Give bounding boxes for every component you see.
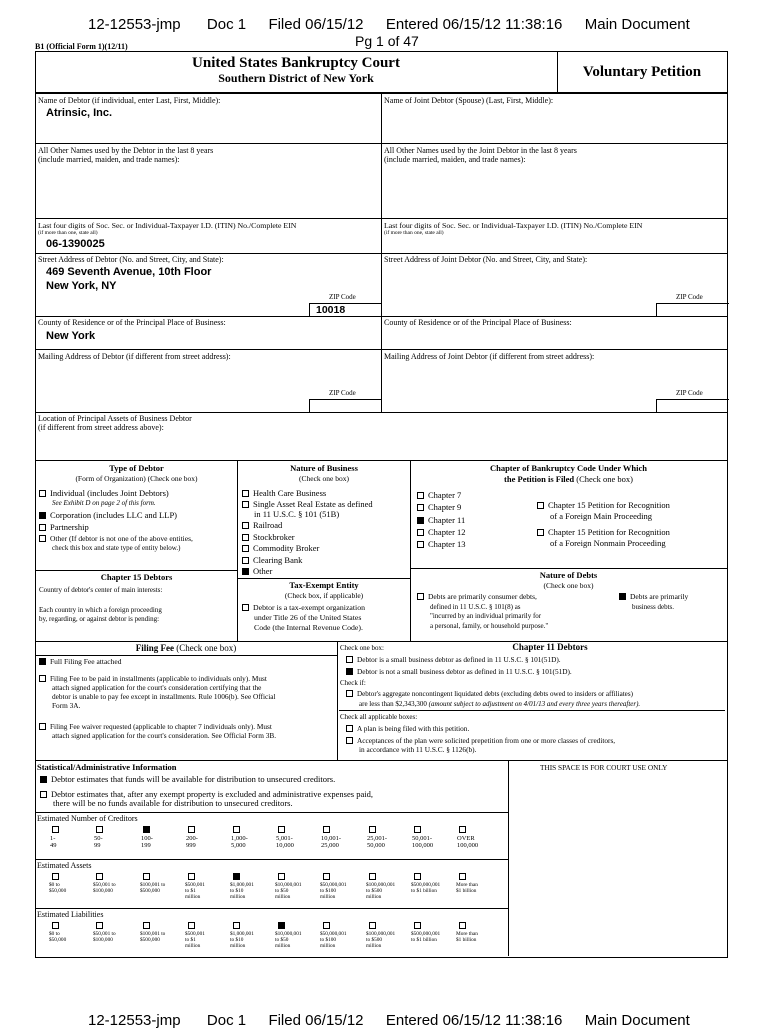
assets-options bbox=[35, 871, 508, 907]
consumer-debts-2: defined in 11 U.S.C. § 101(8) as bbox=[430, 603, 521, 611]
assets-range-7: $50,000,001 to $100 million bbox=[320, 882, 347, 900]
creditors-range-10: OVER 100,000 bbox=[457, 835, 479, 849]
assets-checkbox-6[interactable] bbox=[278, 873, 285, 880]
business-debts-2: business debts. bbox=[632, 603, 674, 611]
creditors-checkbox-4[interactable] bbox=[188, 826, 195, 833]
checkbox-clearing[interactable] bbox=[242, 557, 249, 564]
no-funds-2: there will be no funds available for distribution to unsecured creditors. bbox=[53, 798, 293, 808]
creditors-checkbox-2[interactable] bbox=[96, 826, 103, 833]
ein-label: Last four digits of Soc. Sec. or Individual-Taxpayer I.D. (ITIN) No./Complete EIN bbox=[38, 221, 297, 230]
checkbox-stockbroker[interactable] bbox=[242, 534, 249, 541]
liabilities-range-3: $100,001 to $500,000 bbox=[140, 931, 166, 943]
checkbox-other-entity[interactable] bbox=[39, 535, 46, 542]
checkbox-health-care[interactable] bbox=[242, 490, 249, 497]
chapter-15-main-2: of a Foreign Main Proceeding bbox=[550, 511, 652, 521]
petition-title: Voluntary Petition bbox=[582, 64, 702, 80]
checkbox-chapter-9[interactable] bbox=[417, 504, 424, 511]
nature-of-business-subtitle: (Check one box) bbox=[299, 474, 349, 483]
opt-chapter-15-main[interactable]: Chapter 15 Petition for Recognition bbox=[537, 500, 670, 510]
location-label: Location of Principal Assets of Business Debtor (if different from street address above): bbox=[38, 414, 192, 432]
ein-note: (if more than one, state all) bbox=[38, 230, 98, 236]
check-one-box: Check one box: bbox=[340, 644, 384, 652]
assets-range-4: $500,001 to $1 million bbox=[185, 882, 205, 900]
doc-number: Doc 1 bbox=[206, 16, 247, 33]
assets-range-5: $1,000,001 to $10 million bbox=[230, 882, 254, 900]
opt-chapter-12[interactable]: Chapter 12 bbox=[417, 527, 466, 537]
checkbox-chapter-12[interactable] bbox=[417, 529, 424, 536]
assets-checkbox-3[interactable] bbox=[143, 873, 150, 880]
liabilities-checkbox-6[interactable] bbox=[278, 922, 285, 929]
checkbox-commodity[interactable] bbox=[242, 545, 249, 552]
case-header bbox=[88, 16, 690, 33]
assets-checkbox-2[interactable] bbox=[96, 873, 103, 880]
opt-chapter-11[interactable]: Chapter 11 bbox=[417, 515, 465, 525]
court-use-only: THIS SPACE IS FOR COURT USE ONLY bbox=[540, 763, 668, 772]
assets-range-9: $500,000,001 to $1 billion bbox=[411, 882, 441, 894]
consumer-debts-4: a personal, family, or household purpose." bbox=[430, 622, 549, 630]
joint-mailing-zip-label: ZIP Code bbox=[676, 389, 703, 397]
installments-2: attach signed application for the court's consideration certifying that the bbox=[52, 683, 262, 692]
checkbox-small-business[interactable] bbox=[346, 656, 353, 663]
zip-label: ZIP Code bbox=[329, 293, 356, 301]
fee-waiver-2: attach signed application for the court's consideration. See Official Form 3B. bbox=[52, 731, 277, 740]
nature-of-debts-subtitle: (Check one box) bbox=[543, 581, 594, 590]
assets-range-2: $50,001 to $100,000 bbox=[93, 882, 116, 894]
liabilities-checkbox-7[interactable] bbox=[323, 922, 330, 929]
liabilities-range-2: $50,001 to $100,000 bbox=[93, 931, 116, 943]
statistical-title: Statistical/Administrative Information bbox=[37, 762, 177, 772]
joint-ein-label: Last four digits of Soc. Sec. or Individual-Taxpayer I.D. (ITIN) No./Complete EIN bbox=[384, 221, 643, 230]
creditors-range-5: 1,000- 5,000 bbox=[231, 835, 248, 849]
opt-corporation[interactable]: Corporation (includes LLC and LLP) bbox=[39, 510, 177, 520]
opt-individual[interactable]: Individual (includes Joint Debtors) bbox=[39, 488, 169, 498]
opt-full-fee[interactable]: Full Filing Fee attached bbox=[39, 657, 121, 667]
acceptances-2: in accordance with 11 U.S.C. § 1126(b). bbox=[359, 745, 477, 754]
chapter15-line3: by, regarding, or against debtor is pending: bbox=[39, 615, 160, 623]
installments-4: Form 3A. bbox=[52, 701, 81, 710]
checkbox-chapter-15-main[interactable] bbox=[537, 502, 544, 509]
creditors-checkbox-7[interactable] bbox=[323, 826, 330, 833]
checkbox-chapter-13[interactable] bbox=[417, 541, 424, 548]
aggregate-debts-2: are less than $2,343,300 (amount subject to adjustment on 4/01/13 and every three years thereafter). bbox=[359, 700, 641, 708]
court-title: United States Bankruptcy Court bbox=[192, 55, 400, 71]
debtor-zip: 10018 bbox=[316, 304, 346, 316]
liabilities-checkbox-3[interactable] bbox=[143, 922, 150, 929]
creditors-range-4: 200- 999 bbox=[186, 835, 198, 849]
opt-tax-exempt[interactable]: Debtor is a tax-exempt organization bbox=[242, 603, 365, 613]
joint-mailing-zip-box bbox=[656, 399, 729, 412]
filing-fee-title: Filing Fee (Check one box) bbox=[135, 643, 237, 653]
debtor-ein: 06-1390025 bbox=[46, 238, 105, 250]
chapter-title: Chapter of Bankruptcy Code Under Which bbox=[489, 463, 648, 473]
checkbox-single-asset[interactable] bbox=[242, 501, 249, 508]
assets-checkbox-10[interactable] bbox=[459, 873, 466, 880]
chapter11-debtors-title: Chapter 11 Debtors bbox=[512, 642, 588, 652]
footer-doc-number: Doc 1 bbox=[206, 1012, 247, 1029]
assets-checkbox-9[interactable] bbox=[414, 873, 421, 880]
chapter15-debtors-title: Chapter 15 Debtors bbox=[100, 572, 173, 582]
creditors-checkbox-6[interactable] bbox=[278, 826, 285, 833]
liabilities-title: Estimated Liabilities bbox=[37, 910, 104, 919]
opt-acceptances[interactable]: Acceptances of the plan were solicited prepetition from one or more classes of creditors, bbox=[346, 736, 615, 746]
case-number: 12-12553-jmp bbox=[88, 16, 181, 33]
opt-aggregate-debts[interactable]: Debtor's aggregate noncontingent liquidated debts (excluding debts owed to insiders or affiliates) bbox=[346, 689, 633, 699]
tax-exempt-subtitle: (Check box, if applicable) bbox=[284, 591, 364, 600]
assets-range-3: $100,001 to $500,000 bbox=[140, 882, 166, 894]
creditors-checkbox-3[interactable] bbox=[143, 826, 150, 833]
district-title: Southern District of New York bbox=[218, 71, 374, 85]
checkbox-partnership[interactable] bbox=[39, 524, 46, 531]
joint-zip-box bbox=[656, 303, 729, 316]
liabilities-range-9: $500,000,001 to $1 billion bbox=[411, 931, 441, 943]
liabilities-checkbox-2[interactable] bbox=[96, 922, 103, 929]
creditors-range-9: 50,001- 100,000 bbox=[412, 835, 434, 849]
creditors-range-1: 1- 49 bbox=[50, 835, 57, 849]
entered-date: Entered 06/15/12 11:38:16 bbox=[385, 16, 563, 33]
joint-street-label: Street Address of Joint Debtor (No. and Street, City, and State): bbox=[384, 255, 588, 264]
creditors-checkbox-5[interactable] bbox=[233, 826, 240, 833]
chapter-15-nonmain-2: of a Foreign Nonmain Proceeding bbox=[550, 538, 666, 548]
checkbox-aggregate-debts[interactable] bbox=[346, 690, 353, 697]
filed-date: Filed 06/15/12 bbox=[268, 16, 364, 33]
opt-consumer-debts[interactable]: Debts are primarily consumer debts, bbox=[417, 592, 537, 602]
liabilities-range-5: $1,000,001 to $10 million bbox=[230, 931, 254, 949]
joint-mailing-label: Mailing Address of Joint Debtor (if different from street address): bbox=[384, 352, 595, 361]
checkbox-installments[interactable] bbox=[39, 675, 46, 682]
chapter15-line1: Country of debtor's center of main interests: bbox=[39, 586, 163, 594]
liabilities-range-8: $100,000,001 to $500 million bbox=[366, 931, 396, 949]
opt-fee-waiver[interactable]: Filing Fee waiver requested (applicable to chapter 7 individuals only). Must bbox=[39, 722, 272, 732]
mailing-zip-label: ZIP Code bbox=[329, 389, 356, 397]
creditors-checkbox-10[interactable] bbox=[459, 826, 466, 833]
opt-business-debts[interactable]: Debts are primarily bbox=[619, 592, 688, 602]
assets-checkbox-1[interactable] bbox=[52, 873, 59, 880]
consumer-debts-3: "incurred by an individual primarily for bbox=[430, 612, 542, 620]
other-names-label: All Other Names used by the Debtor in the last 8 years (include married, maiden, and trade names): bbox=[38, 146, 214, 164]
checkbox-chapter-7[interactable] bbox=[417, 492, 424, 499]
creditors-title: Estimated Number of Creditors bbox=[37, 814, 138, 823]
assets-checkbox-4[interactable] bbox=[188, 873, 195, 880]
tax-exempt-line2: under Title 26 of the United States bbox=[254, 613, 362, 622]
other-entity-note: check this box and state type of entity below.) bbox=[52, 544, 181, 552]
mailing-label: Mailing Address of Debtor (if different from street address): bbox=[38, 352, 231, 361]
case-footer bbox=[88, 1012, 690, 1029]
joint-county-label: County of Residence or of the Principal Place of Business: bbox=[384, 318, 572, 327]
opt-small-business[interactable]: Debtor is a small business debtor as defined in 11 U.S.C. § 101(51D). bbox=[346, 655, 561, 665]
liabilities-range-1: $0 to $50,000 bbox=[49, 931, 67, 943]
opt-clearing[interactable]: Clearing Bank bbox=[242, 555, 302, 565]
checkbox-business-debts[interactable] bbox=[619, 593, 626, 600]
opt-chapter-7[interactable]: Chapter 7 bbox=[417, 490, 461, 500]
joint-other-names-label: All Other Names used by the Joint Debtor in the last 8 years (include married, maiden, and trade names): bbox=[384, 146, 577, 164]
creditors-range-8: 25,001- 50,000 bbox=[367, 835, 388, 849]
debtor-name-label: Name of Debtor (if individual, enter Last, First, Middle): bbox=[38, 96, 221, 105]
opt-not-small-business[interactable]: Debtor is not a small business debtor as defined in 11 U.S.C. § 101(51D). bbox=[346, 667, 572, 677]
creditors-checkbox-8[interactable] bbox=[369, 826, 376, 833]
check-if: Check if: bbox=[340, 679, 366, 687]
creditors-range-7: 10,001- 25,000 bbox=[321, 835, 342, 849]
nature-of-debts-title: Nature of Debts bbox=[539, 570, 598, 580]
street-label: Street Address of Debtor (No. and Street, City, and State): bbox=[38, 255, 224, 264]
liabilities-range-7: $50,000,001 to $100 million bbox=[320, 931, 347, 949]
creditors-range-2: 50- 99 bbox=[94, 835, 103, 849]
opt-stockbroker[interactable]: Stockbroker bbox=[242, 532, 295, 542]
checkbox-plan-filed[interactable] bbox=[346, 725, 353, 732]
assets-title: Estimated Assets bbox=[37, 861, 92, 870]
footer-main-document: Main Document bbox=[584, 1012, 690, 1029]
opt-plan-filed[interactable]: A plan is being filed with this petition. bbox=[346, 724, 469, 734]
liabilities-checkbox-5[interactable] bbox=[233, 922, 240, 929]
assets-checkbox-7[interactable] bbox=[323, 873, 330, 880]
liabilities-range-10: More than $1 billion bbox=[456, 931, 478, 943]
single-asset-note: in 11 U.S.C. § 101 (51B) bbox=[254, 509, 340, 519]
checkbox-fee-waiver[interactable] bbox=[39, 723, 46, 730]
opt-partnership[interactable]: Partnership bbox=[39, 522, 89, 532]
assets-checkbox-5[interactable] bbox=[233, 873, 240, 880]
checkbox-corporation[interactable] bbox=[39, 512, 46, 519]
opt-chapter-9[interactable]: Chapter 9 bbox=[417, 502, 461, 512]
tax-exempt-title: Tax-Exempt Entity bbox=[289, 580, 359, 590]
check-all-applicable: Check all applicable boxes: bbox=[340, 713, 418, 721]
checkbox-acceptances[interactable] bbox=[346, 737, 353, 744]
checkbox-no-funds[interactable] bbox=[40, 791, 47, 798]
assets-range-10: More than $1 billion bbox=[456, 882, 478, 894]
opt-railroad[interactable]: Railroad bbox=[242, 520, 282, 530]
assets-range-8: $100,000,001 to $500 million bbox=[366, 882, 396, 900]
creditors-checkbox-1[interactable] bbox=[52, 826, 59, 833]
county-label: County of Residence or of the Principal Place of Business: bbox=[38, 318, 226, 327]
footer-entered-date: Entered 06/15/12 11:38:16 bbox=[385, 1012, 563, 1029]
opt-installments[interactable]: Filing Fee to be paid in installments (applicable to individuals only). Must bbox=[39, 674, 267, 684]
nature-of-business-title: Nature of Business bbox=[290, 463, 358, 473]
checkbox-individual[interactable] bbox=[39, 490, 46, 497]
joint-ein-note: (if more than one, state all) bbox=[384, 230, 444, 236]
liabilities-range-6: $10,000,001 to $50 million bbox=[275, 931, 302, 949]
type-of-debtor-subtitle: (Form of Organization) (Check one box) bbox=[75, 474, 198, 483]
liabilities-checkbox-10[interactable] bbox=[459, 922, 466, 929]
liabilities-checkbox-8[interactable] bbox=[369, 922, 376, 929]
footer-case-number: 12-12553-jmp bbox=[88, 1012, 181, 1029]
liabilities-range-4: $500,001 to $1 million bbox=[185, 931, 205, 949]
liabilities-checkbox-9[interactable] bbox=[414, 922, 421, 929]
debtor-street-2: New York, NY bbox=[46, 280, 117, 292]
creditors-range-6: 5,001- 10,000 bbox=[276, 835, 294, 849]
joint-zip-label: ZIP Code bbox=[676, 293, 703, 301]
chapter-subtitle: the Petition is Filed (Check one box) bbox=[504, 474, 633, 484]
assets-checkbox-8[interactable] bbox=[369, 873, 376, 880]
debtor-county: New York bbox=[46, 330, 96, 342]
main-document-label: Main Document bbox=[584, 16, 690, 33]
installments-3: debtor is unable to pay fee except in installments. Rule 1006(b). See Official bbox=[52, 692, 276, 701]
page-number: Pg 1 of 47 bbox=[355, 33, 419, 49]
liabilities-options bbox=[35, 920, 508, 956]
assets-range-1: $0 to $50,000 bbox=[49, 882, 67, 894]
debtor-name: Atrinsic, Inc. bbox=[46, 107, 113, 119]
checkbox-railroad[interactable] bbox=[242, 522, 249, 529]
creditors-range-3: 100- 199 bbox=[141, 835, 153, 849]
creditors-checkbox-9[interactable] bbox=[414, 826, 421, 833]
opt-health-care[interactable]: Health Care Business bbox=[242, 488, 326, 498]
opt-other-entity[interactable]: Other (If debtor is not one of the above entities, bbox=[39, 535, 193, 543]
opt-chapter-15-nonmain[interactable]: Chapter 15 Petition for Recognition bbox=[537, 527, 670, 537]
debtor-street-1: 469 Seventh Avenue, 10th Floor bbox=[46, 266, 212, 278]
checkbox-chapter-15-nonmain[interactable] bbox=[537, 529, 544, 536]
mailing-zip-box bbox=[309, 399, 382, 412]
opt-funds-available[interactable]: Debtor estimates that funds will be available for distribution to unsecured creditors. bbox=[40, 774, 335, 784]
checkbox-full-fee[interactable] bbox=[39, 658, 46, 665]
tax-exempt-line3: Code (the Internal Revenue Code). bbox=[254, 623, 363, 632]
individual-note: See Exhibit D on page 2 of this form. bbox=[52, 499, 156, 507]
form-id: B1 (Official Form 1)(12/11) bbox=[35, 42, 128, 51]
opt-other-business[interactable]: Other bbox=[242, 566, 272, 576]
checkbox-funds-available[interactable] bbox=[40, 776, 47, 783]
creditors-options bbox=[35, 824, 508, 858]
checkbox-consumer-debts[interactable] bbox=[417, 593, 424, 600]
type-of-debtor-title: Type of Debtor bbox=[109, 463, 164, 473]
checkbox-tax-exempt[interactable] bbox=[242, 604, 249, 611]
liabilities-checkbox-1[interactable] bbox=[52, 922, 59, 929]
assets-range-6: $10,000,001 to $50 million bbox=[275, 882, 302, 900]
opt-no-funds[interactable]: Debtor estimates that, after any exempt property is excluded and administrative expenses paid, bbox=[40, 789, 373, 799]
checkbox-not-small-business[interactable] bbox=[346, 668, 353, 675]
chapter15-line2: Each country in which a foreign proceeding bbox=[39, 606, 162, 614]
liabilities-checkbox-4[interactable] bbox=[188, 922, 195, 929]
opt-chapter-13[interactable]: Chapter 13 bbox=[417, 539, 466, 549]
checkbox-chapter-11[interactable] bbox=[417, 517, 424, 524]
checkbox-other-business[interactable] bbox=[242, 568, 249, 575]
joint-name-label: Name of Joint Debtor (Spouse) (Last, First, Middle): bbox=[384, 96, 554, 105]
opt-single-asset[interactable]: Single Asset Real Estate as defined bbox=[242, 499, 373, 509]
opt-commodity[interactable]: Commodity Broker bbox=[242, 543, 319, 553]
footer-filed-date: Filed 06/15/12 bbox=[268, 1012, 364, 1029]
